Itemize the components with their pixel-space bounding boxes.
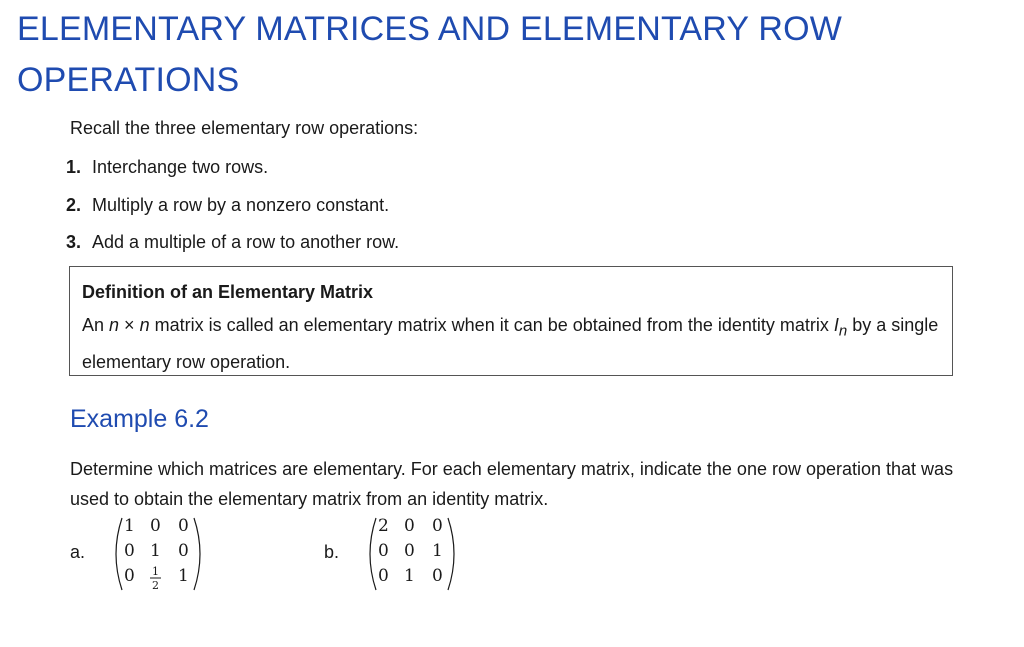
row-operations-list [66, 155, 399, 268]
matrix-b [362, 514, 462, 594]
matrix-cell: 0 [404, 541, 415, 561]
example-title: Example 6.2 [70, 405, 209, 433]
fraction-numerator: 1 [152, 565, 159, 578]
matrix-cell: 1 [404, 566, 415, 586]
problem-label-a: a. [70, 542, 86, 562]
list-text: Add a multiple of a row to another row. [92, 232, 400, 252]
matrix-cell: 0 [150, 516, 161, 536]
fraction-denominator: 2 [152, 579, 159, 592]
definition-text [82, 310, 940, 377]
definition-box [69, 266, 953, 376]
list-text: Interchange two rows. [92, 157, 269, 177]
list-item [66, 230, 399, 268]
list-text: Multiply a row by a nonzero constant. [92, 194, 390, 215]
definition-text-part: matrix is called an elementary matrix when it can be obtained from the identity matrix [149, 315, 834, 335]
list-item [66, 155, 399, 193]
matrix-cell: 2 [378, 516, 389, 536]
left-paren [370, 518, 376, 590]
variable-n: n [109, 315, 120, 335]
matrix-a [108, 514, 208, 594]
intro-text: Recall the three elementary row operations: [70, 118, 419, 138]
variable-n: n [139, 315, 150, 335]
times-symbol: × [119, 315, 140, 335]
left-paren [116, 518, 122, 590]
list-number: 3. [66, 232, 82, 252]
fraction-one-half [150, 565, 161, 592]
matrix-cell: 0 [432, 566, 443, 586]
definition-text-part: An [82, 315, 110, 335]
list-item [66, 193, 399, 231]
definition-text-part: by a single elementary row operation. [82, 315, 939, 372]
list-number: 1. [66, 157, 82, 177]
matrix-cell: 0 [124, 566, 135, 586]
matrix-cell: 0 [178, 516, 189, 536]
matrix-cell: 1 [150, 541, 161, 561]
problem-label-b: b. [324, 542, 340, 562]
matrix-cell: 0 [432, 516, 443, 536]
matrix-cell: 0 [378, 566, 389, 586]
definition-title: Definition of an Elementary Matrix [82, 282, 374, 302]
identity-symbol: I [833, 315, 839, 335]
matrix-cell: 1 [432, 541, 443, 561]
right-paren [194, 518, 200, 590]
example-text: Determine which matrices are elementary. For each elementary matrix, indicate the one row operation that was used to obtain the elementary matrix from an identity matrix. [70, 459, 954, 509]
matrix-cell: 0 [378, 541, 389, 561]
right-paren [448, 518, 454, 590]
matrix-cell: 1 [178, 566, 189, 586]
matrix-cell: 0 [404, 516, 415, 536]
identity-subscript: n [838, 322, 848, 340]
list-number: 2. [66, 194, 82, 215]
matrix-cell: 0 [178, 541, 189, 561]
matrix-cell: 1 [124, 516, 135, 536]
section-heading: ELEMENTARY MATRICES AND ELEMENTARY ROW OPERATIONS [17, 10, 843, 99]
matrix-cell: 0 [124, 541, 135, 561]
